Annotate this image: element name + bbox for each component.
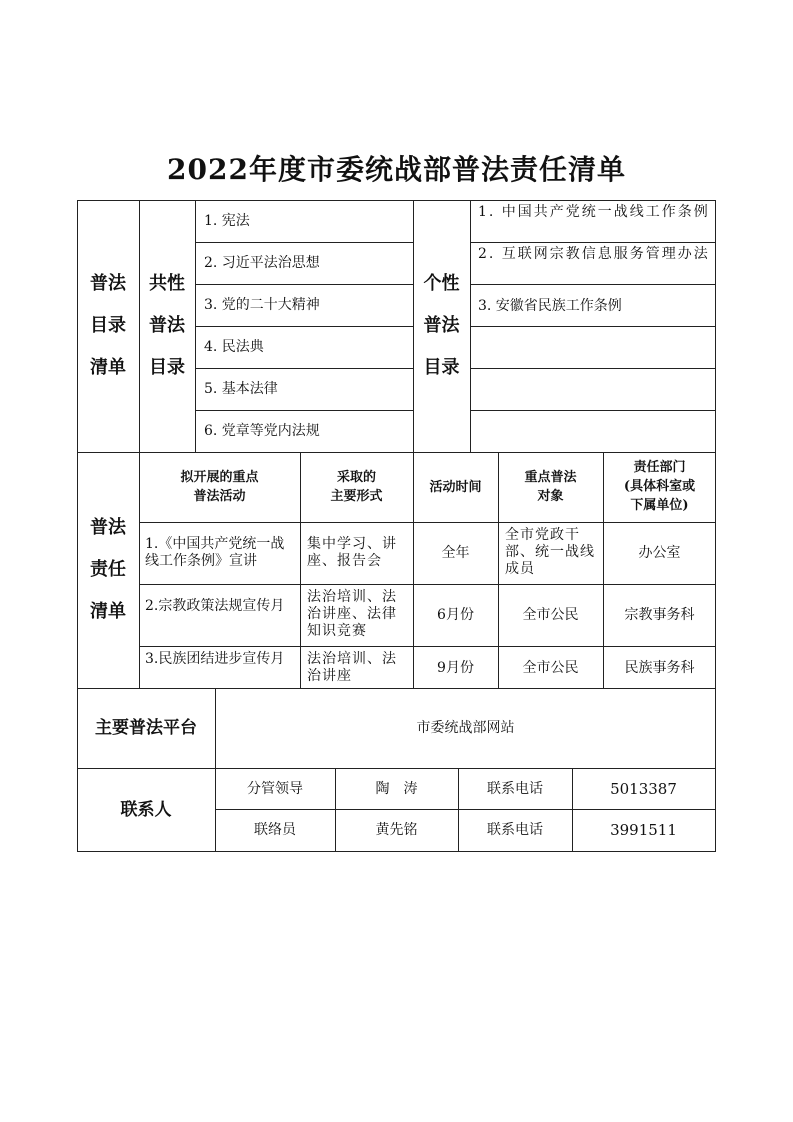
row-dept: 宗教事务科 — [624, 607, 695, 623]
responsibility-section-label: 普法 责任 清单 — [90, 517, 126, 622]
row-form: 集中学习、讲座、报告会 — [307, 536, 397, 569]
header-time: 活动时间 — [429, 480, 482, 495]
row-form: 法治培训、法治讲座、法律知识竞赛 — [307, 589, 397, 639]
row-target: 全市党政干部、统一战线成员 — [505, 527, 595, 577]
responsibility-table — [77, 200, 716, 852]
individual-item: 2. 互联网宗教信息服务管理办法 — [478, 246, 710, 262]
page-title: 2022年度市委统战部普法责任清单 — [167, 153, 626, 186]
common-item: 2. 习近平法治思想 — [204, 255, 320, 271]
contact-phone: 5013387 — [610, 780, 677, 798]
row-target: 全市公民 — [522, 607, 579, 623]
contact-name: 陶 涛 — [375, 781, 418, 797]
contacts-label: 联系人 — [120, 800, 172, 820]
header-target: 重点普法 对象 — [524, 470, 577, 504]
common-item: 3. 党的二十大精神 — [204, 297, 320, 313]
contact-phone: 3991511 — [610, 821, 677, 839]
row-form: 法治培训、法治讲座 — [307, 651, 397, 684]
individual-item: 3. 安徽省民族工作条例 — [478, 298, 622, 314]
row-target: 全市公民 — [522, 660, 579, 676]
contact-role: 分管领导 — [247, 781, 303, 797]
common-item: 6. 党章等党内法规 — [204, 423, 320, 439]
contact-phone-label: 联系电话 — [487, 781, 543, 797]
row-activity: 3.民族团结进步宣传月 — [145, 651, 285, 667]
contact-role: 联络员 — [254, 822, 296, 838]
catalog-section-label: 普法 目录 清单 — [90, 273, 126, 378]
header-form: 采取的 主要形式 — [330, 470, 383, 504]
common-item: 1. 宪法 — [204, 213, 250, 229]
row-dept: 办公室 — [638, 545, 681, 561]
platform-value: 市委统战部网站 — [416, 720, 515, 736]
row-dept: 民族事务科 — [624, 660, 695, 676]
contact-phone-label: 联系电话 — [487, 822, 543, 838]
common-catalog-label: 共性 普法 目录 — [149, 273, 185, 378]
row-activity: 2.宗教政策法规宣传月 — [145, 598, 285, 614]
individual-catalog-label: 个性 普法 目录 — [423, 273, 460, 378]
header-dept: 责任部门 (具体科室或 下属单位) — [623, 460, 696, 513]
row-time: 全年 — [441, 545, 470, 561]
common-item: 5. 基本法律 — [204, 381, 278, 397]
contact-name: 黄先铭 — [375, 822, 418, 838]
row-time: 6月份 — [437, 607, 474, 623]
header-activity: 拟开展的重点 普法活动 — [180, 470, 259, 504]
common-item: 4. 民法典 — [204, 339, 264, 355]
row-activity: 1.《中国共产党统一战线工作条例》宣讲 — [145, 536, 285, 569]
platform-label: 主要普法平台 — [95, 718, 197, 738]
individual-item: 1. 中国共产党统一战线工作条例 — [478, 204, 710, 220]
row-time: 9月份 — [437, 660, 474, 676]
